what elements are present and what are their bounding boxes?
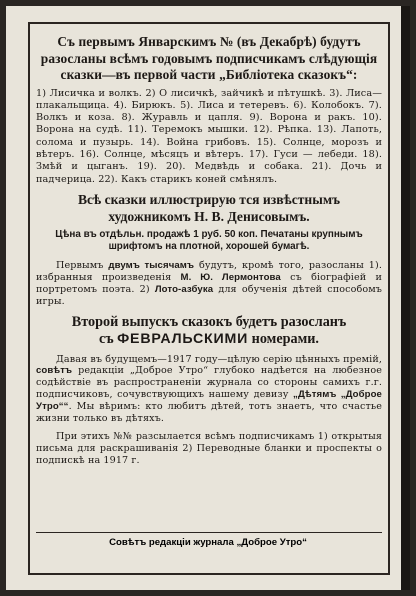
gifts-bold-1: двумъ тысячамъ — [108, 259, 195, 271]
appeal-text-2: редакціи „Доброе Утро“ глубоко надѣется на любезное содѣйствіе въ распространеніи журнала со стороны самихъ г.г. подписчиковъ, сочувствующихъ нашему девизу — [36, 365, 382, 401]
announcement-content — [36, 30, 382, 467]
second-issue-line-1: Второй выпускъ сказокъ будетъ разосланъ — [71, 313, 347, 330]
gifts-text-4: для обученія дѣтей способомъ игры. — [36, 283, 383, 307]
heading-line-3: сказки—въ первой части „Библіотека сказокъ“: — [60, 67, 358, 82]
appeal-paragraph — [36, 354, 382, 425]
gifts-text-2: будутъ, кромѣ того, разосланы 1). избранныя произведенія — [36, 259, 383, 283]
second-issue-prefix: съ — [99, 330, 114, 347]
second-issue-heading — [36, 314, 382, 348]
announcement-heading — [36, 34, 382, 84]
gifts-paragraph — [36, 260, 382, 308]
magazine-page — [6, 6, 410, 590]
gifts-text-3: съ біографіей и портретомъ поэта. 2) — [36, 271, 382, 295]
second-issue-suffix: номерами. — [251, 330, 319, 347]
appeal-bold-1: совѣтъ — [36, 365, 73, 377]
price-note: Цѣна въ отдѣльн. продажѣ 1 руб. 50 коп. Печатаны крупнымъ шрифтомъ на плотной, хорошей бумагѣ. — [55, 228, 363, 253]
lermontov-name: М. Ю. Лермонтова — [180, 271, 281, 283]
motto: „Дѣтямъ „Доброе Утро““ — [36, 389, 382, 413]
loto-azbuka: Лото-азбука — [154, 283, 214, 295]
gifts-text-1: Первымъ — [56, 259, 104, 271]
second-issue-line-2 — [36, 331, 382, 348]
heading-line-1: Съ первымъ Январскимъ № (въ Декабрѣ) будутъ — [57, 34, 361, 49]
scan-edge-shadow — [401, 6, 410, 590]
illustrator-note: Всѣ сказки иллюстрирую тся извѣстнымъ художникомъ Н. В. Денисовымъ. — [77, 191, 341, 224]
heading-line-2: разосланы всѣмъ годовымъ подписчикамъ слѣдующія — [40, 50, 378, 66]
appeal-text-3: . Мы вѣримъ: кто любитъ дѣтей, тотъ знаетъ, что счастье жизни только въ дѣтяхъ. — [36, 401, 382, 425]
footer-signature: Совѣтъ редакціи журнала „Доброе Утро“ — [109, 537, 307, 548]
mailing-note: При этихъ №№ разсылается всѣмъ подписчикамъ 1) открытыя письма для раскрашиванія 2) Переводные бланки и проспекты о подпискѣ на 1917 г. — [36, 430, 382, 466]
tales-list: 1) Лисичка и волкъ. 2) О лисичкѣ, зайчикѣ и пѣтушкѣ. 3). Лиса—плакальщица. 4). Бирюкъ. 5). Лиса и тетеревъ. 6). Колобокъ. 7). Волкъ и коза. 8). Журавль и цапля. 9). Ворона и ракъ. 10). Ворона на судѣ. 11). Теремокъ мышки. 12). Рѣпка. 13). Лапоть, солома и пузырь. 14). Война грибовъ. 15). Солнце, морозъ и вѣтеръ. 16). Солнце, мѣсяцъ и вѣтеръ. 17). Гуси — лебеди. 18). Змѣй и цыганъ. 19). 20). Медвѣдь и собака. 21). Дочь и падчерица. 22). Какъ старикъ коней смѣнялъ. — [36, 87, 382, 185]
february-word: ФЕВРАЛЬСКИМИ — [117, 330, 249, 347]
appeal-text-1: Давая въ будущемъ—1917 году—цѣлую серію цѣнныхъ премій, — [56, 353, 382, 365]
footer-divider — [36, 532, 382, 533]
